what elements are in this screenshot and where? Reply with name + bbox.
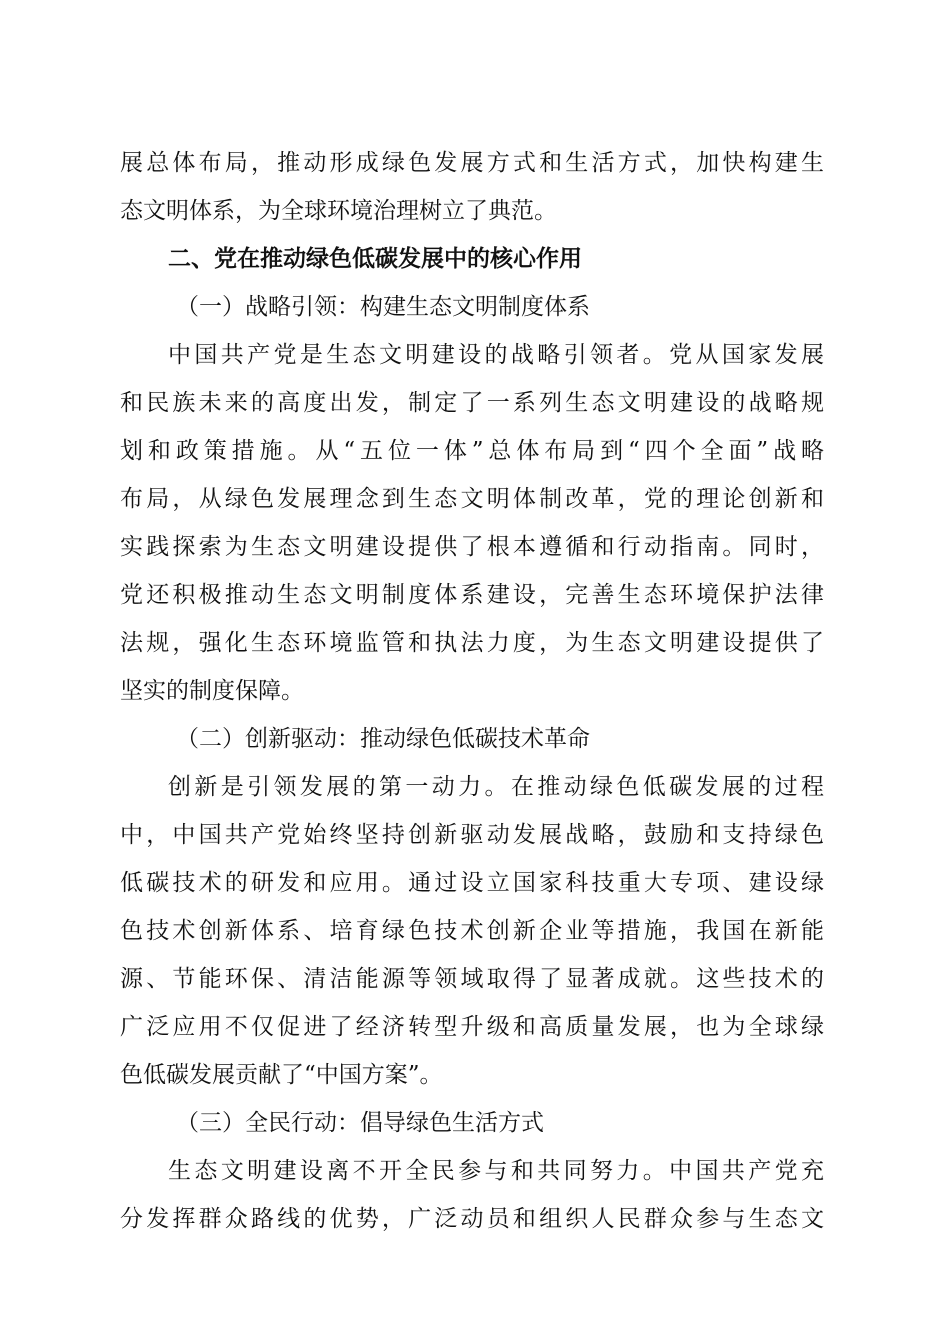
paragraph-line: 布局，从绿色发展理念到生态文明体制改革，党的理论创新和 xyxy=(120,486,824,512)
paragraph-line: 分发挥群众路线的优势，广泛动员和组织人民群众参与生态文 xyxy=(120,1206,824,1232)
paragraph-line: 中，中国共产党始终坚持创新驱动发展战略，鼓励和支持绿色 xyxy=(120,822,824,848)
paragraph-line: 生态文明建设离不开全民参与和共同努力。中国共产党充 xyxy=(168,1158,824,1184)
paragraph-line: 和民族未来的高度出发，制定了一系列生态文明建设的战略规 xyxy=(120,390,824,416)
paragraph-line: 法规，强化生态环境监管和执法力度，为生态文明建设提供了 xyxy=(120,630,824,656)
section-heading: 二、党在推动绿色低碳发展中的核心作用 xyxy=(168,246,582,272)
paragraph-line: 实践探索为生态文明建设提供了根本遵循和行动指南。同时， xyxy=(120,534,824,560)
paragraph-line: 低碳技术的研发和应用。通过设立国家科技重大专项、建设绿 xyxy=(120,870,824,896)
paragraph-line: 广泛应用不仅促进了经济转型升级和高质量发展，也为全球绿 xyxy=(120,1014,824,1040)
subsection-heading: （一）战略引领：构建生态文明制度体系 xyxy=(176,294,590,320)
paragraph-line: 源、节能环保、清洁能源等领域取得了显著成就。这些技术的 xyxy=(120,966,824,992)
paragraph-line: 划和政策措施。从“五位一体”总体布局到“四个全面”战略 xyxy=(120,438,824,464)
paragraph-line: 创新是引领发展的第一动力。在推动绿色低碳发展的过程 xyxy=(168,774,824,800)
paragraph-line: 色技术创新体系、培育绿色技术创新企业等措施，我国在新能 xyxy=(120,918,824,944)
subsection-heading: （二）创新驱动：推动绿色低碳技术革命 xyxy=(176,726,590,752)
paragraph-line: 态文明体系，为全球环境治理树立了典范。 xyxy=(120,198,557,224)
paragraph-line: 色低碳发展贡献了“中国方案”。 xyxy=(120,1062,443,1088)
paragraph-line: 党还积极推动生态文明制度体系建设，完善生态环境保护法律 xyxy=(120,582,824,608)
paragraph-line: 坚实的制度保障。 xyxy=(120,678,304,704)
paragraph-line: 展总体布局，推动形成绿色发展方式和生活方式，加快构建生 xyxy=(120,150,824,176)
document-body xyxy=(120,139,824,1243)
subsection-heading: （三）全民行动：倡导绿色生活方式 xyxy=(176,1110,544,1136)
paragraph-line: 中国共产党是生态文明建设的战略引领者。党从国家发展 xyxy=(168,342,824,368)
